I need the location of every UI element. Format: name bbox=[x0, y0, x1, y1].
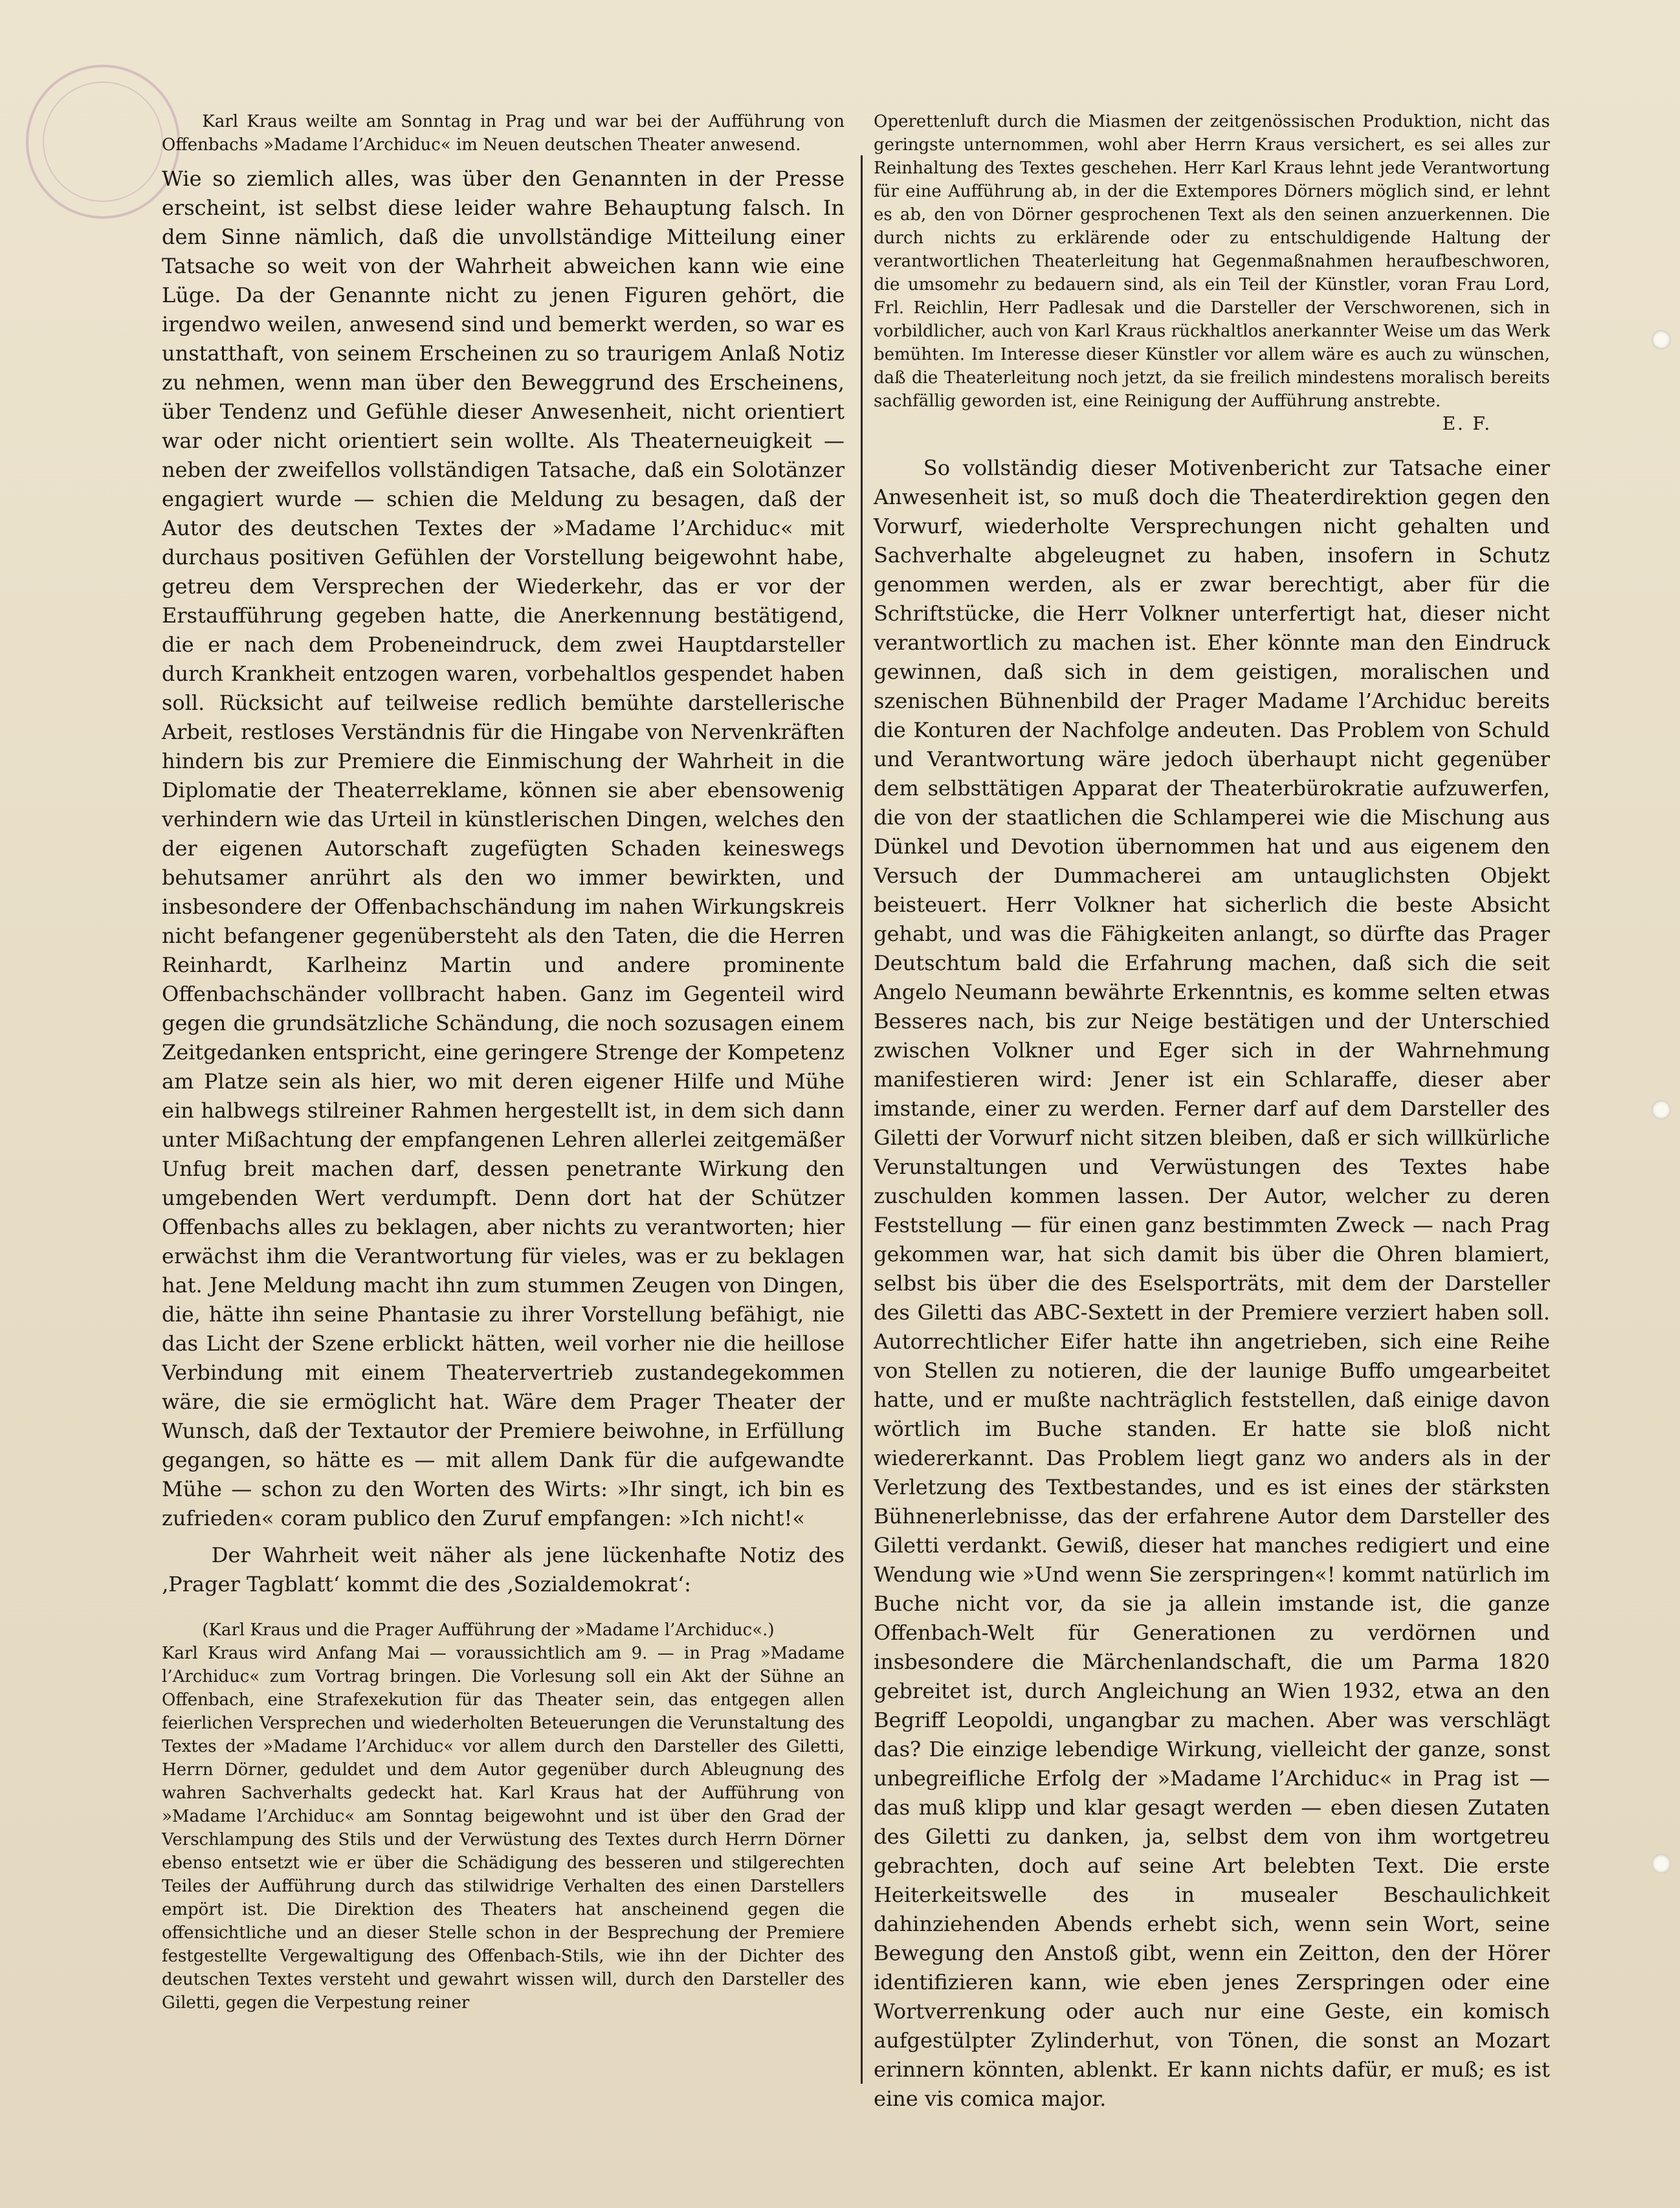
punch-hole-middle bbox=[1652, 1100, 1671, 1120]
punch-hole-bottom bbox=[1652, 1854, 1671, 1873]
commentary-paragraph-3: So vollständig dieser Motivenbericht zur Tatsache einer Anwesenheit ist, so muß doch die Theaterdirektion gegen den Vorwurf, wiederholte Versprechungen nicht gehalten und Sachverhalte abgeleugnet zu haben, insofern in Schutz genommen werden, als er zwar berechtigt, aber für die Schriftstücke, die Herr Volkner unterfertigt hat, dieser nicht verantwortlich zu machen ist. Eher könnte man den Eindruck gewinnen, daß sich in dem geistigen, moralischen und szenischen Bühnenbild der Prager Madame l’Archiduc bereits die Konturen der Nachfolge andeuten. Das Problem von Schuld und Verantwortung wäre jedoch überhaupt nicht gegenüber dem selbsttätigen Apparat der Theaterbürokratie aufzuwerfen, die von der staatlichen die Schlamperei wie die Mischung aus Dünkel und Devotion übernommen hat und aus eigenem den Versuch der Dummacherei am untauglichsten Objekt beisteuert. Herr Volkner hat sicherlich die beste Absicht gehabt, und was die Fähigkeiten anlangt, so dürfte das Prager Deutschtum bald die Erfahrung machen, daß sich die seit Angelo Neumann bewährte Erkenntnis, es komme selten etwas Besseres nach, bis zur Neige bestätigen und der Unterschied zwischen Volkner und Eger sich in der Wahrnehmung manifestieren wird: Jener ist ein Schlaraffe, dieser aber imstande, einer zu werden. Ferner darf auf dem Darsteller des Giletti der Vorwurf nicht sitzen bleiben, daß er sich willkürliche Verunstaltungen und Verwüstungen des Textes habe zuschulden kommen lassen. Der Autor, welcher zu deren Feststellung — für einen ganz bestimmten Zweck — nach Prag gekommen war, hat sich damit bis über die Ohren blamiert, selbst bis über die des Eselsporträts, mit dem der Darsteller des Giletti das ABC-Sextett in der Premiere verziert haben soll. Autorrechtlicher Eifer hatte ihn angetrieben, sich eine Reihe von Stellen zu notieren, die der launige Buffo umgearbeitet hatte, und er mußte nachträglich feststellen, daß einige davon wörtlich im Buche standen. Er hatte sie bloß nicht wiedererkannt. Das Problem liegt ganz wo anders als in der Verletzung des Textbestandes, und es ist eines der stärksten Bühnenerlebnisse, das der erfahrene Autor dem Darsteller des Giletti verdankt. Gewiß, dieser hat manches redigiert und eine Wendung wie »Und wenn Sie zerspringen«! kommt natürlich im Buche nicht vor, da sie ja allein imstande ist, die ganze Offenbach-Welt für Generationen zu verdörnen und insbesondere die Märchenlandschaft, die um Parma 1820 gebreitet ist, durch Angleichung an Wien 1932, etwa an den Begriff Leopoldi, ungangbar zu machen. Aber was verschlägt das? Die einzige lebendige Wirkung, vielleicht der ganze, sonst unbegreifliche Erfolg der »Madame l’Archiduc« in Prag ist — das muß klipp und klar gesagt werden — eben diesen Zutaten des Giletti zu danken, ja, selbst dem von ihm wortgetreu gebrachten, doch auf seine Art belebten Text. Die erste Heiterkeitswelle des in musealer Beschaulichkeit dahinziehenden Abends erhebt sich, wenn sein Wort, seine Bewegung den Anstoß gibt, wenn ein Zeitton, den der Hörer identifizieren kann, wie eben jenes Zerspringen oder eine Wortverrenkung oder auch nur eine Geste, ein komisch aufgestülpter Zylinderhut, von Tönen, die sonst an Mozart erinnern könnten, ablenkt. Er kann nichts dafür, er muß; es ist eine vis comica major. bbox=[874, 456, 1550, 2111]
library-stamp bbox=[26, 65, 180, 219]
left-column bbox=[162, 110, 845, 2015]
column-divider bbox=[861, 155, 863, 2084]
quote-title: (Karl Kraus und die Prager Aufführung der »Madame l’Archiduc«.) bbox=[202, 1620, 775, 1640]
punch-hole-top bbox=[1652, 330, 1671, 349]
signature: E. F. bbox=[1442, 413, 1492, 434]
news-item-intro: Karl Kraus weilte am Sonntag in Prag und war bei der Aufführung von Offenbachs »Madame l’Archiduc« im Neuen deutschen Theater anwesend. bbox=[162, 112, 845, 155]
commentary-paragraph: Wie so ziemlich alles, was über den Genannten in der Presse erscheint, ist selbst diese leider wahre Behauptung falsch. In dem Sinne nämlich, daß die unvollständige Mitteilung einer Tatsache so weit von der Wahrheit abweichen kann wie eine Lüge. Da der Genannte nicht zu jenen Figuren gehört, die irgendwo weilen, anwesend sind und bemerkt werden, so war es unstatthaft, von seinem Erscheinen zu so traurigem Anlaß Notiz zu nehmen, wenn man über den Beweggrund des Erscheinens, über Tendenz und Gefühle dieser Anwesenheit, nicht orientiert war oder nicht orientiert sein wollte. Als Theaterneuigkeit — neben der zweifellos vollständigen Tatsache, daß ein Solotänzer engagiert wurde — schien die Meldung zu besagen, daß der Autor des deutschen Textes der »Madame l’Archiduc« mit durchaus positiven Gefühlen der Vorstellung beigewohnt habe, getreu dem Versprechen der Wiederkehr, das er vor der Erstaufführung gegeben hatte, die Anerkennung bestätigend, die er nach dem Probeneindruck, dem zwei Hauptdarsteller durch Krankheit entzogen waren, vorbehaltlos gespendet haben soll. Rücksicht auf teilweise redlich bemühte darstellerische Arbeit, restloses Verständnis für die Hingabe von Nervenkräften hindern bis zur Premiere die Einmischung der Wahrheit in die Diplomatie der Theaterreklame, können sie aber ebensowenig verhindern wie das Urteil in künstlerischen Dingen, welches den der eigenen Autorschaft zugefügten Schaden keineswegs behutsamer anrührt als den wo immer bewirkten, und insbesondere der Offenbachschändung im nahen Wirkungskreis nicht befangener gegenübersteht als den Taten, die die Herren Reinhardt, Karlheinz Martin und andere prominente Offenbachschänder vollbracht haben. Ganz im Gegenteil wird gegen die grundsätzliche Schändung, die noch sozusagen einem Zeitgedanken entspricht, eine geringere Strenge der Kompetenz am Platze sein als hier, wo mit deren eigener Hilfe und Mühe ein halbwegs stilreiner Rahmen hergestellt ist, in dem sich dann unter Mißachtung der empfangenen Lehren allerlei zeitgemäßer Unfug breit machen darf, dessen penetrante Wirkung den umgebenden Wert verdumpft. Denn dort hat der Schützer Offenbachs alles zu beklagen, aber nichts zu verantworten; hier erwächst ihm die Verantwortung für vieles, was er zu beklagen hat. Jene Meldung macht ihn zum stummen Zeugen von Dingen, die, hätte ihn seine Phantasie zu ihrer Vorstellung befähigt, nie das Licht der Szene erblickt hätten, weil vorher nie die heillose Verbindung mit einem Theatervertrieb zustandegekommen wäre, die sie ermöglicht hat. Wäre dem Prager Theater der Wunsch, daß der Textautor der Premiere beiwohne, in Erfüllung gegangen, so hätte es — mit allem Dank für die aufgewandte Mühe — schon zu den Worten des Wirts: »Ihr singt, ich bin es zufrieden« coram publico den Zuruf empfangen: »Ich nicht!« bbox=[162, 166, 845, 1530]
right-column bbox=[874, 110, 1550, 2114]
commentary-paragraph-2: Der Wahrheit weit näher als jene lückenhafte Notiz des ‚Prager Tagblatt‘ kommt die des ‚Sozialdemokrat‘: bbox=[162, 1543, 845, 1596]
quoted-article: Karl Kraus wird Anfang Mai — voraussichtlich am 9. — in Prag »Madame l’Archiduc« zum Vortrag bringen. Die Vorlesung soll ein Akt der Sühne an Offenbach, eine Strafexekution für das Theater sein, das entgegen allen feierlichen Versprechen und wiederholten Beteuerungen die Verunstaltung des Textes der »Madame l’Archiduc« vor allem durch den Darsteller des Giletti, Herrn Dörner, geduldet und dem Autor gegenüber durch Ableugnung des wahren Sachverhalts gedeckt hat. Karl Kraus hat der Aufführung von »Madame l’Archiduc« am Sonntag beigewohnt und ist über den Grad der Verschlampung des Stils und der Verwüstung des Textes durch Herrn Dörner ebenso entsetzt wie er über die Schädigung des besseren und stilgerechten Teiles der Aufführung durch das stilwidrige Verhalten des einen Darstellers empört ist. Die Direktion des Theaters hat anscheinend gegen die offensichtliche und an dieser Stelle schon in der Besprechung der Premiere festgestellte Vergewaltigung des Offenbach-Stils, wie ihn der Dichter des deutschen Textes versteht und gewahrt wissen will, durch den Darsteller des Giletti, gegen die Verpestung reiner bbox=[162, 1644, 845, 2013]
quoted-article-continued: Operettenluft durch die Miasmen der zeitgenössischen Produktion, nicht das geringste unternommen, wohl aber Herrn Kraus versichert, es sei alles zur Reinhaltung des Textes geschehen. Herr Karl Kraus lehnt jede Verantwortung für eine Aufführung ab, in der die Extempores Dörners möglich sind, er lehnt es ab, den von Dörner gesprochenen Text als den seinen anzuerkennen. Die durch nichts zu erklärende oder zu entschuldigende Haltung der verantwortlichen Theaterleitung hat Gegenmaßnahmen heraufbeschworen, die umsomehr zu bedauern sind, als ein Teil der Künstler, voran Frau Lord, Frl. Reichlin, Herr Padlesak und die Darsteller der Verschworenen, sich in vorbildlicher, auch von Karl Kraus rückhaltlos anerkannter Weise um das Werk bemühten. Im Interesse dieser Künstler vor allem wäre es auch zu wünschen, daß die Theaterleitung noch jetzt, da sie freilich mindestens moralisch bereits sachfällig geworden ist, eine Reinigung der Aufführung anstrebte. bbox=[874, 112, 1550, 411]
